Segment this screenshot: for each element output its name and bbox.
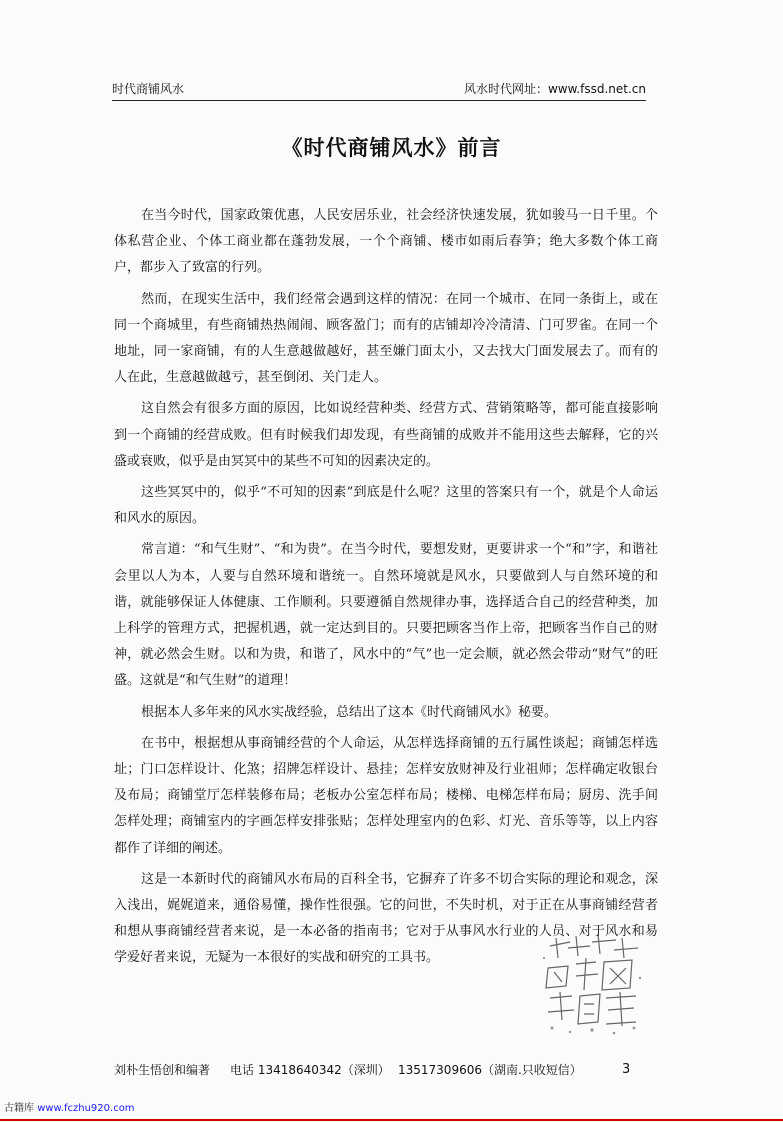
footer-author: 刘朴生悟创和编著 [114,1063,211,1077]
footer-phone-hunan: 13517309606（湖南.只收短信） [398,1063,582,1077]
bottom-border-line [0,1119,783,1121]
paragraph: 这些冥冥中的，似乎“不可知的因素”到底是什么呢？这里的答案只有一个，就是个人命运和风水的原因。 [114,485,658,527]
header-website: 风水时代网址：www.fssd.net.cn [463,82,646,96]
page-title: 《时代商铺风水》前言 [281,136,502,160]
paragraph: 在当今时代，国家政策优惠，人民安居乐业，社会经济快速发展，犹如骏马一日千里。个体私营企业、个体工商业都在蓬勃发展，一个个商铺、楼市如雨后春笋；绝大多数个体工商户，都步入了致富的行列。 [114,208,658,276]
footer-phone-shenzhen: 电话 13418640342（深圳） [230,1063,390,1077]
paragraph: 这自然会有很多方面的原因，比如说经营种类、经营方式、营销策略等，都可能直接影响到一个商铺的经营成败。但有时候我们却发现，有些商铺的成败并不能用这些去解释，它的兴盛或衰败，似乎是由冥冥中的某些不可知的因素决定的。 [114,401,658,469]
page-number: 3 [622,1062,631,1077]
paragraph: 常言道：“和气生财”、“和为贵”。在当今时代，要想发财，更要讲求一个“和”字，和谐社会里以人为本，人要与自然环境和谐统一。自然环境就是风水，只要做到人与自然环境的和谐，就能够保证人体健康、工作顺利。只要遵循自然规律办事，选择适合自己的经营种类，加上科学的管理方式，把握机遇，就一定达到目的。只要把顾客当作上帝，把顾客当作自己的财神，就必然会生财。以和为贵，和谐了，风水中的“气”也一定会顺，就必然会带动“财气”的旺盛。这就是“和气生财”的道理！ [114,542,658,689]
paragraph: 然而，在现实生活中，我们经常会遇到这样的情况：在同一个城市、在同一条街上，或在同一个商城里，有些商铺热热闹闹、顾客盈门；而有的店铺却冷冷清清、门可罗雀。在同一个地址，同一家商铺，有的人生意越做越好，甚至嫌门面太小，又去找大门面发展去了。而有的人在此，生意越做越亏，甚至倒闭、关门走人。 [114,291,658,386]
paragraph: 根据本人多年来的风水实战经验，总结出了这本《时代商铺风水》秘要。 [141,704,558,720]
watermark-label: 古籍库 [4,1103,34,1114]
seal-stamp-icon [540,928,646,1038]
header-book-title: 时代商铺风水 [112,82,185,96]
page-header [112,80,646,101]
site-watermark [4,1099,135,1114]
preface-body [114,203,658,977]
paragraph: 这是一本新时代的商铺风水布局的百科全书，它摒弃了许多不切合实际的理论和观念，深入浅出，娓娓道来，通俗易懂，操作性很强。它的问世，不失时机，对于正在从事商铺经营者和想从事商铺经营者来说，是一本必备的指南书；它对于从事风水行业的人员、对于风水和易学爱好者来说，无疑为一本很好的实战和研究的工具书。 [114,871,658,966]
page-footer [114,1060,654,1080]
paragraph: 在书中，根据想从事商铺经营的个人命运，从怎样选择商铺的五行属性谈起；商铺怎样选址；门口怎样设计、化煞；招牌怎样设计、悬挂；怎样安放财神及行业祖师；怎样确定收银台及布局；商铺堂厅怎样装修布局；老板办公室怎样布局；楼梯、电梯怎样布局；厨房、洗手间怎样处理；商铺室内的字画怎样安排张贴；怎样处理室内的色彩、灯光、音乐等等，以上内容都作了详细的阐述。 [114,735,658,856]
watermark-url[interactable]: www.fczhu920.com [37,1103,135,1114]
